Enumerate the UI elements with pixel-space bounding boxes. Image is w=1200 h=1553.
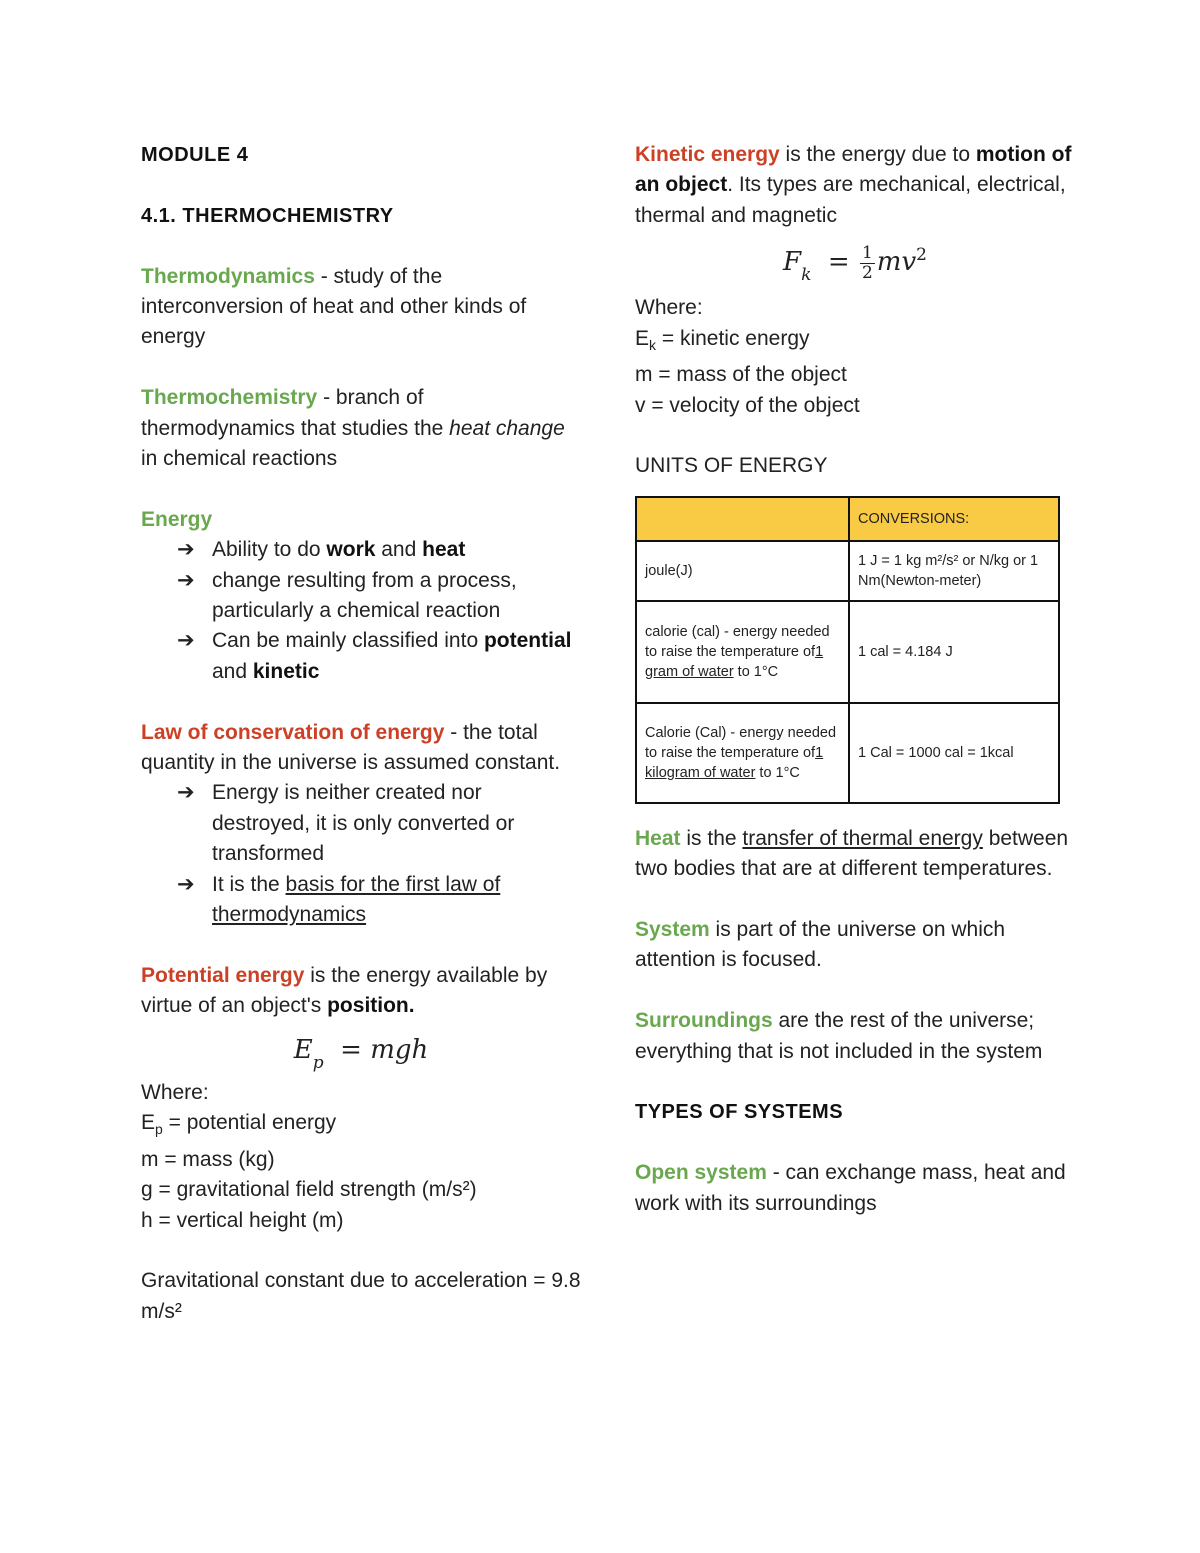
list-item (177, 870, 581, 931)
kinetic-text-a: is the energy due to (779, 143, 976, 166)
calorie-underlined: 1 gram of water (645, 643, 824, 680)
energy-b1-text: Ability to do (212, 538, 327, 562)
potential-bold-position: position. (327, 994, 415, 1018)
calorie-text-end: to 1°C (733, 663, 779, 680)
arrow-right-icon: ➔ (177, 872, 195, 896)
potential-where-g: g = gravitational field strength (m/s²) (141, 1178, 477, 1202)
system-text: is part of the universe on which attention is focused. (635, 918, 1006, 972)
potential-where-m: m = mass (kg) (141, 1147, 275, 1171)
arrow-right-icon: ➔ (177, 568, 195, 592)
list-item (177, 626, 581, 687)
energy-b3-kinetic: kinetic (252, 659, 320, 683)
fraction-denominator: 2 (861, 262, 873, 283)
surroundings-text: are the rest of the universe; everything that is not included in the system (635, 1009, 1043, 1063)
conservation-b2-underlined: basis for the first law of thermodynamics (212, 872, 501, 927)
kinetic-where-ek (635, 324, 1075, 361)
potential-text: is the energy available by virtue of an object's (141, 963, 548, 1018)
thermodynamics-term: Thermodynamics (141, 264, 315, 288)
table-cell-unit: joule(J) (636, 541, 849, 601)
potential-energy-formula (141, 1022, 581, 1078)
kinetic-where-v: v = velocity of the object (635, 393, 860, 417)
kinetic-bold-motion: motion of an object (635, 143, 1072, 197)
table-row (636, 541, 1059, 601)
formula-sub: p (312, 1052, 324, 1073)
list-item (177, 566, 581, 627)
thermodynamics-text: - study of the interconversion of heat and other kinds of energy (141, 264, 527, 349)
open-system-text: - can exchange mass, heat and work with its surroundings (635, 1161, 1066, 1215)
conservation-text: - the total quantity in the universe is assumed constant. (141, 720, 561, 775)
energy-b1-work: work (326, 538, 376, 562)
potential-term: Potential energy (141, 963, 305, 987)
heat-text-a: is the (680, 826, 743, 850)
table-header-cell (636, 497, 849, 541)
open-system-term: Open system (635, 1161, 767, 1185)
units-title: UNITS OF ENERGY (635, 454, 828, 478)
potential-where-ep (141, 1108, 581, 1145)
system-term: System (635, 918, 710, 942)
formula-rhs: = mgh (340, 1034, 429, 1065)
formula-equals: = (827, 247, 850, 278)
heat-underlined: transfer of thermal energy (742, 826, 983, 850)
types-of-systems-title: TYPES OF SYSTEMS (635, 1101, 844, 1124)
energy-b1-and: and (375, 538, 423, 562)
surroundings-term: Surroundings (635, 1009, 773, 1033)
conservation-list (141, 778, 581, 930)
kinetic-term: Kinetic energy (635, 143, 780, 166)
potential-where-h: h = vertical height (m) (141, 1208, 344, 1232)
module-title: MODULE 4 (141, 144, 249, 166)
formula-lhs: F (783, 247, 802, 278)
table-row (636, 601, 1059, 703)
energy-b3-potential: potential (483, 629, 572, 653)
thermodynamics-definition (141, 262, 581, 353)
formula-rhs: mv (876, 247, 917, 278)
formula-sub: k (801, 265, 812, 286)
energy-list (141, 535, 581, 687)
section-title: 4.1. THERMOCHEMISTRY (141, 204, 394, 227)
energy-b2-text: change resulting from a process, particularly a chemical reaction (212, 568, 517, 623)
kinetic-definition (635, 140, 1075, 231)
table-cell-unit (636, 703, 849, 803)
thermochemistry-term: Thermochemistry (141, 386, 318, 410)
energy-b3-and: and (212, 659, 253, 683)
arrow-right-icon: ➔ (177, 538, 195, 562)
ek-text: = kinetic energy (656, 326, 810, 350)
right-column (635, 140, 1075, 1219)
thermochemistry-text-a: - branch of thermodynamics that studies the (141, 386, 450, 440)
left-column (141, 140, 581, 1327)
list-item (177, 778, 581, 869)
conservation-definition (141, 718, 581, 779)
big-calorie-underlined: 1 kilogram of water (645, 744, 824, 781)
thermochemistry-em-heat: heat (449, 416, 491, 440)
ep-sub: p (155, 1121, 163, 1138)
table-cell-conversion: 1 J = 1 kg m²/s² or N/kg or 1 Nm(Newton-meter) (849, 541, 1059, 601)
list-item (177, 535, 581, 565)
table-header-cell: CONVERSIONS: (849, 497, 1059, 541)
surroundings-definition (635, 1006, 1075, 1067)
arrow-right-icon: ➔ (177, 629, 195, 653)
kinetic-where: Where: (635, 296, 703, 320)
potential-where: Where: (141, 1080, 209, 1104)
heat-definition (635, 824, 1075, 885)
big-calorie-text-end: to 1°C (755, 764, 800, 781)
table-header-row (636, 497, 1059, 541)
units-table (635, 496, 1060, 804)
fraction-numerator: 1 (861, 242, 873, 263)
conservation-b2-text: It is the (212, 872, 286, 896)
ek-symbol: E (635, 326, 650, 350)
table-cell-conversion: 1 Cal = 1000 cal = 1kcal (849, 703, 1059, 803)
arrow-right-icon: ➔ (177, 781, 195, 805)
calorie-text: calorie (cal) - energy needed to raise the temperature of (645, 623, 830, 660)
energy-b1-heat: heat (422, 538, 466, 562)
table-cell-conversion: 1 cal = 4.184 J (849, 601, 1059, 703)
system-definition (635, 915, 1075, 976)
formula-lhs: E (293, 1034, 313, 1065)
gravitational-constant: Gravitational constant due to acceleration = 9.8 m/s² (141, 1269, 581, 1323)
kinetic-where-m: m = mass of the object (635, 363, 847, 387)
ep-symbol: E (141, 1111, 156, 1135)
conservation-term: Law of conservation of energy (141, 720, 445, 744)
kinetic-text-b: . Its types are mechanical, electrical, thermal and magnetic (635, 173, 1066, 227)
energy-term: Energy (141, 507, 213, 531)
table-row (636, 703, 1059, 803)
table-cell-unit (636, 601, 849, 703)
ek-sub: k (649, 336, 657, 353)
big-calorie-text: Calorie (Cal) - energy needed to raise the temperature of (645, 724, 837, 761)
heat-text-b: between two bodies that are at different temperatures. (635, 826, 1069, 881)
energy-b3-text: Can be mainly classified into (212, 629, 484, 653)
formula-fraction (860, 244, 875, 283)
formula-sup: 2 (916, 245, 927, 266)
open-system-definition (635, 1158, 1075, 1219)
thermochemistry-em-change: change (495, 416, 565, 440)
kinetic-energy-formula (635, 231, 1075, 293)
ep-text: = potential energy (162, 1111, 337, 1135)
thermochemistry-definition (141, 383, 581, 474)
potential-definition (141, 961, 581, 1022)
heat-term: Heat (635, 826, 681, 850)
conservation-b1-text: Energy is neither created nor destroyed, it is only converted or transformed (212, 781, 515, 866)
thermochemistry-text-b: in chemical reactions (141, 447, 338, 471)
